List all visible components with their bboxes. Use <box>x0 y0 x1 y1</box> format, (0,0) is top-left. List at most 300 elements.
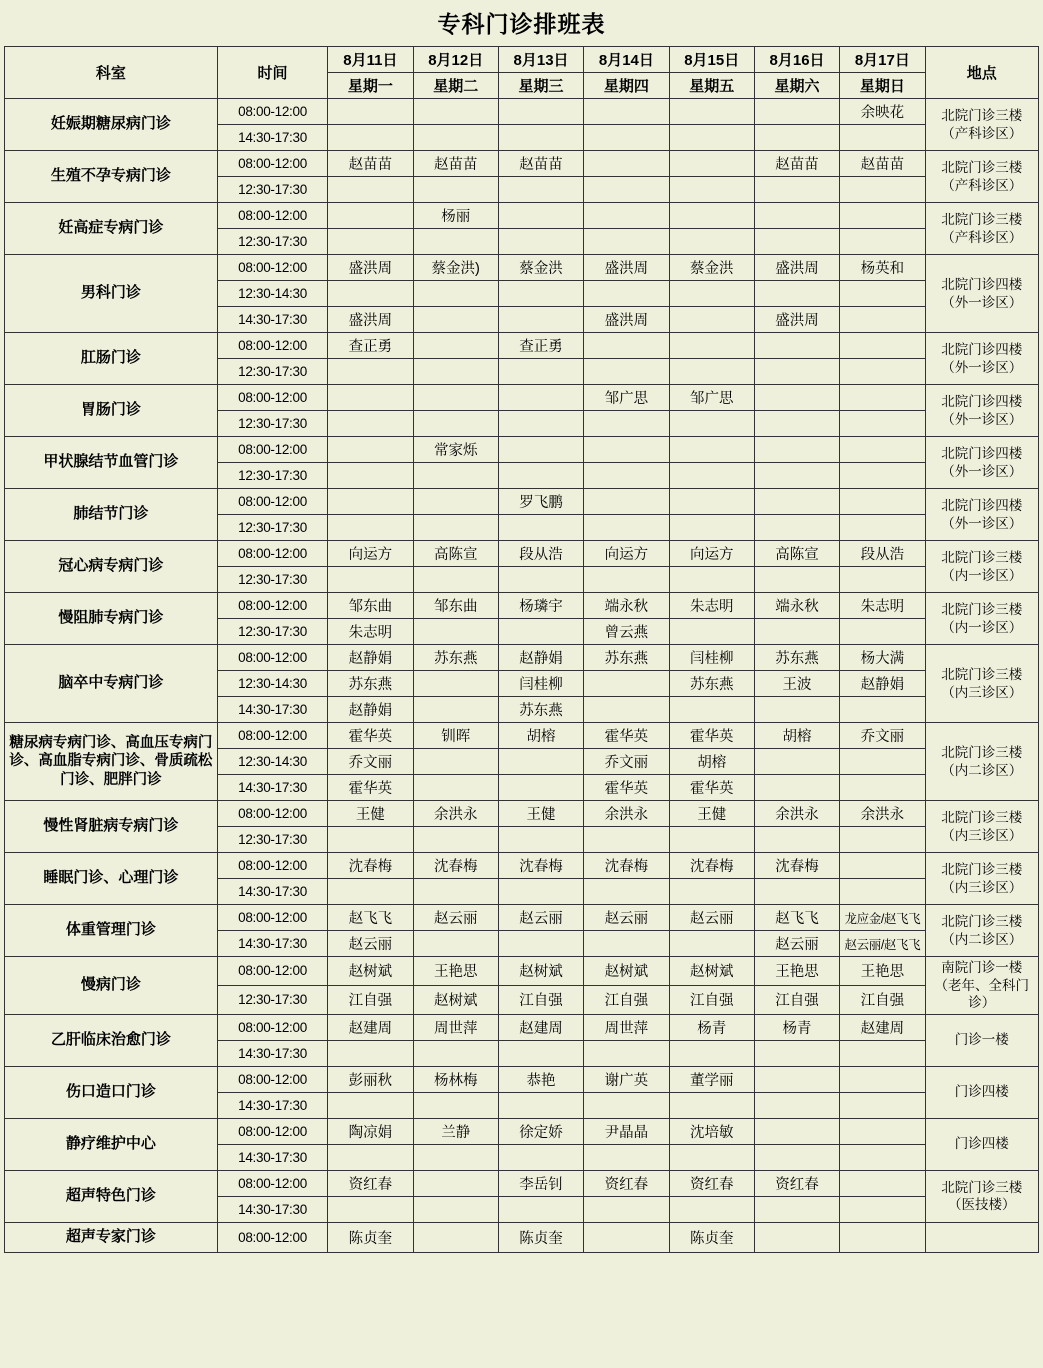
schedule-cell <box>840 307 925 333</box>
table-row <box>5 203 1039 229</box>
schedule-cell: 沈春梅 <box>413 853 498 879</box>
schedule-cell: 闫桂柳 <box>669 645 754 671</box>
time-cell: 08:00-12:00 <box>217 645 327 671</box>
schedule-cell <box>498 1196 583 1222</box>
time-cell: 08:00-12:00 <box>217 1014 327 1040</box>
schedule-cell: 朱志明 <box>840 593 925 619</box>
schedule-cell: 尹晶晶 <box>584 1118 669 1144</box>
schedule-cell: 徐定娇 <box>498 1118 583 1144</box>
schedule-cell <box>413 1040 498 1066</box>
schedule-cell <box>754 125 839 151</box>
schedule-cell: 盛洪周 <box>584 307 669 333</box>
time-cell: 08:00-12:00 <box>217 1066 327 1092</box>
schedule-cell: 赵飞飞 <box>754 905 839 931</box>
schedule-cell <box>328 359 413 385</box>
schedule-cell <box>413 307 498 333</box>
schedule-cell <box>328 411 413 437</box>
schedule-cell <box>584 177 669 203</box>
time-cell: 12:30-17:30 <box>217 359 327 385</box>
schedule-cell <box>498 827 583 853</box>
schedule-cell: 余洪永 <box>584 801 669 827</box>
schedule-cell <box>328 177 413 203</box>
schedule-cell <box>669 411 754 437</box>
schedule-cell <box>754 411 839 437</box>
schedule-cell <box>669 1144 754 1170</box>
schedule-cell <box>840 1066 925 1092</box>
department-cell: 生殖不孕专病门诊 <box>5 151 218 203</box>
table-row <box>5 593 1039 619</box>
schedule-cell: 江自强 <box>754 985 839 1014</box>
schedule-cell: 赵云丽 <box>328 931 413 957</box>
schedule-cell: 赵静娟 <box>328 697 413 723</box>
header-date-6: 8月17日 <box>840 47 925 73</box>
time-cell: 08:00-12:00 <box>217 541 327 567</box>
schedule-cell: 杨大满 <box>840 645 925 671</box>
location-cell <box>925 1222 1038 1252</box>
schedule-cell: 段从浩 <box>498 541 583 567</box>
schedule-cell <box>413 463 498 489</box>
time-cell: 12:30-17:30 <box>217 177 327 203</box>
schedule-cell <box>413 827 498 853</box>
schedule-cell: 赵苗苗 <box>754 151 839 177</box>
schedule-cell: 赵树斌 <box>669 957 754 986</box>
schedule-cell <box>413 1092 498 1118</box>
table-row <box>5 541 1039 567</box>
schedule-cell: 陶凉娟 <box>328 1118 413 1144</box>
schedule-cell <box>754 567 839 593</box>
location-cell: 北院门诊四楼 （外一诊区） <box>925 489 1038 541</box>
table-row <box>5 1118 1039 1144</box>
schedule-cell <box>584 671 669 697</box>
schedule-cell: 苏东燕 <box>328 671 413 697</box>
schedule-cell <box>413 697 498 723</box>
schedule-cell: 赵苗苗 <box>498 151 583 177</box>
schedule-cell: 周世萍 <box>413 1014 498 1040</box>
schedule-cell: 杨丽 <box>413 203 498 229</box>
schedule-cell <box>754 697 839 723</box>
schedule-cell <box>669 515 754 541</box>
schedule-cell: 江自强 <box>328 985 413 1014</box>
schedule-cell <box>328 229 413 255</box>
schedule-cell: 陈贞奎 <box>498 1222 583 1252</box>
time-cell: 08:00-12:00 <box>217 255 327 281</box>
time-cell: 12:30-14:30 <box>217 281 327 307</box>
schedule-cell: 常家烁 <box>413 437 498 463</box>
schedule-cell <box>840 775 925 801</box>
schedule-cell <box>498 125 583 151</box>
schedule-cell <box>754 281 839 307</box>
schedule-cell: 苏东燕 <box>754 645 839 671</box>
schedule-cell <box>754 359 839 385</box>
schedule-cell: 邹东曲 <box>413 593 498 619</box>
schedule-cell: 向运方 <box>328 541 413 567</box>
department-cell: 糖尿病专病门诊、高血压专病门诊、高血脂专病门诊、骨质疏松门诊、肥胖门诊 <box>5 723 218 801</box>
schedule-cell: 王艳思 <box>754 957 839 986</box>
location-cell: 北院门诊三楼 （内三诊区） <box>925 801 1038 853</box>
schedule-cell <box>328 1092 413 1118</box>
time-cell: 14:30-17:30 <box>217 775 327 801</box>
schedule-cell: 王艳思 <box>413 957 498 986</box>
schedule-cell: 蔡金洪) <box>413 255 498 281</box>
schedule-cell: 沈春梅 <box>328 853 413 879</box>
header-date-0: 8月11日 <box>328 47 413 73</box>
location-cell: 北院门诊三楼 （产科诊区） <box>925 99 1038 151</box>
schedule-cell: 端永秋 <box>584 593 669 619</box>
schedule-cell <box>584 515 669 541</box>
department-cell: 冠心病专病门诊 <box>5 541 218 593</box>
schedule-cell <box>584 1196 669 1222</box>
schedule-cell <box>413 775 498 801</box>
header-place: 地点 <box>925 47 1038 99</box>
schedule-cell: 曾云燕 <box>584 619 669 645</box>
schedule-cell: 霍华英 <box>328 775 413 801</box>
schedule-cell: 余映花 <box>840 99 925 125</box>
schedule-cell: 赵飞飞 <box>328 905 413 931</box>
schedule-cell: 罗飞鹏 <box>498 489 583 515</box>
department-cell: 伤口造口门诊 <box>5 1066 218 1118</box>
schedule-cell <box>498 177 583 203</box>
schedule-cell <box>754 177 839 203</box>
schedule-cell <box>840 1222 925 1252</box>
time-cell: 12:30-17:30 <box>217 827 327 853</box>
schedule-cell <box>498 931 583 957</box>
table-row <box>5 99 1039 125</box>
schedule-cell <box>754 775 839 801</box>
schedule-cell <box>754 333 839 359</box>
time-cell: 14:30-17:30 <box>217 1092 327 1118</box>
schedule-cell <box>584 463 669 489</box>
schedule-cell: 赵树斌 <box>584 957 669 986</box>
location-cell: 北院门诊三楼 （内三诊区） <box>925 645 1038 723</box>
schedule-cell: 赵云丽 <box>584 905 669 931</box>
schedule-cell: 钏晖 <box>413 723 498 749</box>
schedule-cell: 邹广思 <box>584 385 669 411</box>
location-cell: 北院门诊四楼 （外一诊区） <box>925 333 1038 385</box>
schedule-cell <box>498 437 583 463</box>
schedule-cell: 高陈宣 <box>754 541 839 567</box>
schedule-cell: 苏东燕 <box>669 671 754 697</box>
schedule-cell <box>840 749 925 775</box>
schedule-cell <box>413 411 498 437</box>
time-cell: 08:00-12:00 <box>217 801 327 827</box>
schedule-cell: 苏东燕 <box>413 645 498 671</box>
schedule-cell <box>754 1040 839 1066</box>
schedule-cell: 沈培敏 <box>669 1118 754 1144</box>
schedule-cell: 赵云丽 <box>413 905 498 931</box>
schedule-cell <box>498 307 583 333</box>
schedule-cell: 霍华英 <box>669 775 754 801</box>
time-cell: 08:00-12:00 <box>217 489 327 515</box>
schedule-cell: 向运方 <box>584 541 669 567</box>
schedule-cell: 杨林梅 <box>413 1066 498 1092</box>
schedule-cell <box>328 1040 413 1066</box>
schedule-cell <box>669 489 754 515</box>
schedule-cell <box>840 619 925 645</box>
schedule-cell <box>413 489 498 515</box>
header-dept: 科室 <box>5 47 218 99</box>
schedule-cell <box>669 203 754 229</box>
schedule-cell <box>754 1092 839 1118</box>
table-row <box>5 957 1039 986</box>
location-cell: 南院门诊一楼 （老年、全科门诊） <box>925 957 1038 1015</box>
schedule-cell <box>584 437 669 463</box>
location-cell: 北院门诊三楼 （内一诊区） <box>925 541 1038 593</box>
department-cell: 慢性肾脏病专病门诊 <box>5 801 218 853</box>
schedule-cell <box>328 99 413 125</box>
time-cell: 14:30-17:30 <box>217 697 327 723</box>
schedule-cell: 闫桂柳 <box>498 671 583 697</box>
schedule-cell <box>584 1222 669 1252</box>
schedule-cell <box>840 1196 925 1222</box>
department-cell: 妊高症专病门诊 <box>5 203 218 255</box>
header-time: 时间 <box>217 47 327 99</box>
schedule-cell <box>584 697 669 723</box>
schedule-cell: 盛洪周 <box>328 255 413 281</box>
schedule-cell <box>328 489 413 515</box>
schedule-cell <box>413 879 498 905</box>
schedule-cell: 高陈宣 <box>413 541 498 567</box>
schedule-cell: 周世萍 <box>584 1014 669 1040</box>
schedule-cell: 沈春梅 <box>669 853 754 879</box>
location-cell: 北院门诊三楼 （内二诊区） <box>925 905 1038 957</box>
schedule-cell: 邹东曲 <box>328 593 413 619</box>
schedule-cell: 江自强 <box>584 985 669 1014</box>
header-weekday-3: 星期四 <box>584 73 669 99</box>
table-row <box>5 905 1039 931</box>
schedule-cell: 盛洪周 <box>584 255 669 281</box>
time-cell: 12:30-14:30 <box>217 671 327 697</box>
schedule-cell <box>754 385 839 411</box>
department-cell: 肛肠门诊 <box>5 333 218 385</box>
time-cell: 14:30-17:30 <box>217 879 327 905</box>
header-date-3: 8月14日 <box>584 47 669 73</box>
schedule-cell: 陈贞奎 <box>328 1222 413 1252</box>
schedule-cell: 胡榕 <box>498 723 583 749</box>
schedule-cell: 沈春梅 <box>498 853 583 879</box>
department-cell: 超声特色门诊 <box>5 1170 218 1222</box>
schedule-cell <box>584 567 669 593</box>
schedule-cell <box>840 411 925 437</box>
schedule-cell: 沈春梅 <box>584 853 669 879</box>
schedule-cell <box>840 827 925 853</box>
schedule-cell <box>754 1196 839 1222</box>
schedule-cell <box>669 619 754 645</box>
schedule-cell: 王艳思 <box>840 957 925 986</box>
time-cell: 08:00-12:00 <box>217 723 327 749</box>
table-row <box>5 385 1039 411</box>
schedule-cell <box>754 1066 839 1092</box>
header-row-dates <box>5 47 1039 73</box>
schedule-cell: 赵静娟 <box>498 645 583 671</box>
department-cell: 乙肝临床治愈门诊 <box>5 1014 218 1066</box>
schedule-cell <box>840 229 925 255</box>
schedule-cell: 蔡金洪 <box>669 255 754 281</box>
time-cell: 12:30-14:30 <box>217 749 327 775</box>
schedule-cell: 赵建周 <box>840 1014 925 1040</box>
table-row <box>5 255 1039 281</box>
schedule-cell: 查正勇 <box>328 333 413 359</box>
schedule-cell <box>498 619 583 645</box>
schedule-cell <box>413 1222 498 1252</box>
schedule-cell: 王波 <box>754 671 839 697</box>
table-row <box>5 645 1039 671</box>
time-cell: 14:30-17:30 <box>217 931 327 957</box>
time-cell: 14:30-17:30 <box>217 307 327 333</box>
schedule-cell: 江自强 <box>498 985 583 1014</box>
schedule-cell <box>328 515 413 541</box>
time-cell: 08:00-12:00 <box>217 203 327 229</box>
department-cell: 超声专家门诊 <box>5 1222 218 1252</box>
schedule-cell <box>754 1144 839 1170</box>
time-cell: 08:00-12:00 <box>217 905 327 931</box>
schedule-cell <box>669 697 754 723</box>
schedule-cell <box>413 1196 498 1222</box>
schedule-cell: 胡榕 <box>669 749 754 775</box>
schedule-cell <box>669 359 754 385</box>
time-cell: 08:00-12:00 <box>217 1118 327 1144</box>
header-weekday-6: 星期日 <box>840 73 925 99</box>
schedule-cell: 兰静 <box>413 1118 498 1144</box>
department-cell: 睡眠门诊、心理门诊 <box>5 853 218 905</box>
schedule-cell <box>584 1144 669 1170</box>
schedule-cell: 霍华英 <box>584 723 669 749</box>
schedule-cell <box>669 333 754 359</box>
department-cell: 胃肠门诊 <box>5 385 218 437</box>
schedule-cell: 霍华英 <box>669 723 754 749</box>
schedule-cell: 乔文丽 <box>584 749 669 775</box>
schedule-cell: 苏东燕 <box>498 697 583 723</box>
schedule-cell <box>498 879 583 905</box>
schedule-cell <box>840 489 925 515</box>
schedule-cell <box>840 1040 925 1066</box>
schedule-cell <box>328 385 413 411</box>
schedule-cell: 赵苗苗 <box>328 151 413 177</box>
schedule-cell <box>840 567 925 593</box>
time-cell: 12:30-17:30 <box>217 463 327 489</box>
header-weekday-5: 星期六 <box>754 73 839 99</box>
schedule-cell: 蔡金洪 <box>498 255 583 281</box>
schedule-cell <box>413 749 498 775</box>
schedule-cell <box>498 385 583 411</box>
department-cell: 男科门诊 <box>5 255 218 333</box>
schedule-cell: 乔文丽 <box>328 749 413 775</box>
schedule-cell: 霍华英 <box>328 723 413 749</box>
schedule-cell <box>584 229 669 255</box>
header-weekday-2: 星期三 <box>498 73 583 99</box>
schedule-cell <box>498 1144 583 1170</box>
schedule-cell <box>584 333 669 359</box>
table-row <box>5 801 1039 827</box>
schedule-cell <box>498 203 583 229</box>
schedule-cell <box>413 281 498 307</box>
table-row <box>5 853 1039 879</box>
schedule-cell: 赵苗苗 <box>840 151 925 177</box>
schedule-cell <box>840 203 925 229</box>
schedule-cell <box>754 229 839 255</box>
schedule-cell <box>669 1196 754 1222</box>
schedule-cell: 杨璘宇 <box>498 593 583 619</box>
schedule-cell <box>584 203 669 229</box>
schedule-cell <box>584 99 669 125</box>
schedule-cell <box>840 177 925 203</box>
schedule-cell <box>840 333 925 359</box>
schedule-cell <box>754 437 839 463</box>
schedule-cell <box>840 1170 925 1196</box>
header-weekday-1: 星期二 <box>413 73 498 99</box>
schedule-cell: 资红春 <box>328 1170 413 1196</box>
schedule-cell <box>328 463 413 489</box>
schedule-cell <box>328 827 413 853</box>
schedule-cell: 盛洪周 <box>328 307 413 333</box>
table-row <box>5 1014 1039 1040</box>
table-row <box>5 151 1039 177</box>
schedule-cell <box>584 1040 669 1066</box>
table-head <box>5 47 1039 99</box>
schedule-cell <box>328 125 413 151</box>
time-cell: 14:30-17:30 <box>217 1144 327 1170</box>
schedule-cell <box>669 177 754 203</box>
schedule-cell <box>413 931 498 957</box>
schedule-cell <box>584 151 669 177</box>
page-title: 专科门诊排班表 <box>437 11 606 37</box>
schedule-cell: 彭丽秋 <box>328 1066 413 1092</box>
location-cell: 北院门诊四楼 （外一诊区） <box>925 255 1038 333</box>
header-date-4: 8月15日 <box>669 47 754 73</box>
time-cell: 08:00-12:00 <box>217 1170 327 1196</box>
time-cell: 08:00-12:00 <box>217 333 327 359</box>
header-date-5: 8月16日 <box>754 47 839 73</box>
table-row <box>5 437 1039 463</box>
schedule-cell <box>669 99 754 125</box>
schedule-cell <box>413 125 498 151</box>
schedule-cell: 杨青 <box>754 1014 839 1040</box>
location-cell: 北院门诊三楼 （内三诊区） <box>925 853 1038 905</box>
schedule-cell <box>498 463 583 489</box>
schedule-cell <box>328 203 413 229</box>
schedule-cell <box>584 359 669 385</box>
schedule-cell <box>413 671 498 697</box>
schedule-cell: 胡榕 <box>754 723 839 749</box>
time-cell: 12:30-17:30 <box>217 411 327 437</box>
schedule-cell: 王健 <box>328 801 413 827</box>
table-row <box>5 333 1039 359</box>
schedule-cell: 盛洪周 <box>754 255 839 281</box>
schedule-cell <box>328 567 413 593</box>
time-cell: 12:30-17:30 <box>217 619 327 645</box>
schedule-cell <box>840 853 925 879</box>
time-cell: 14:30-17:30 <box>217 125 327 151</box>
schedule-cell <box>840 1144 925 1170</box>
time-cell: 08:00-12:00 <box>217 151 327 177</box>
schedule-cell <box>669 931 754 957</box>
schedule-cell: 余洪永 <box>840 801 925 827</box>
schedule-cell <box>840 515 925 541</box>
schedule-cell <box>413 99 498 125</box>
location-cell: 北院门诊三楼 （内二诊区） <box>925 723 1038 801</box>
time-cell: 12:30-17:30 <box>217 515 327 541</box>
schedule-cell: 恭艳 <box>498 1066 583 1092</box>
schedule-cell <box>584 281 669 307</box>
location-cell: 北院门诊三楼 （产科诊区） <box>925 203 1038 255</box>
schedule-table <box>4 46 1039 1253</box>
schedule-cell <box>754 203 839 229</box>
schedule-cell: 赵静娟 <box>328 645 413 671</box>
time-cell: 08:00-12:00 <box>217 1222 327 1252</box>
schedule-cell <box>413 1170 498 1196</box>
table-row <box>5 1222 1039 1252</box>
schedule-cell <box>669 1040 754 1066</box>
time-cell: 08:00-12:00 <box>217 593 327 619</box>
